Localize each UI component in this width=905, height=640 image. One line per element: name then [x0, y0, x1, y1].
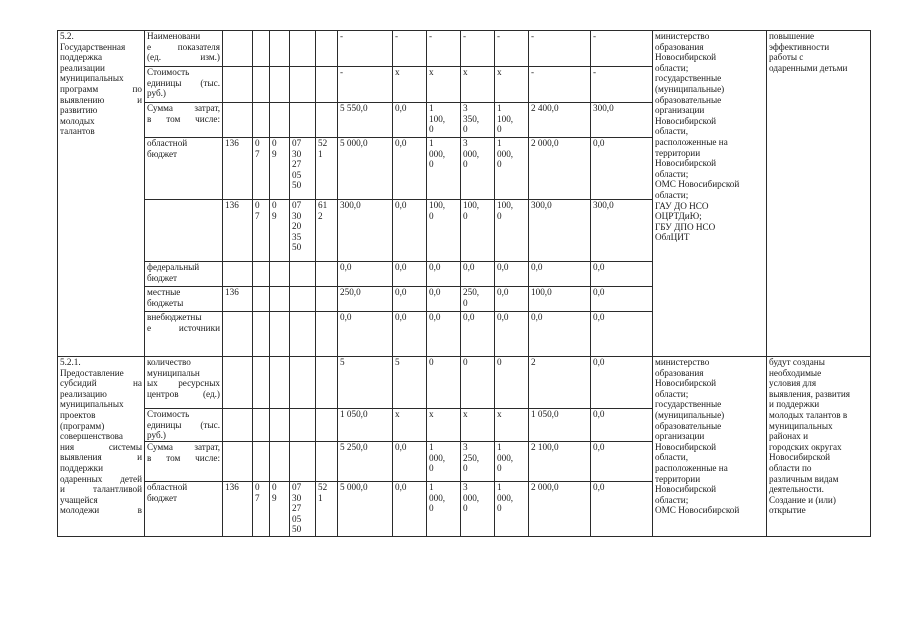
value-cell-y2016: - — [427, 31, 461, 67]
value-cell-grbs: 136 — [223, 482, 253, 537]
indicator-label-cell: Стоимость единицы (тыс. руб.) — [145, 409, 223, 442]
value-cell-y2020: 0,0 — [591, 262, 653, 287]
value-cell-vr: 52 1 — [316, 138, 338, 200]
value-cell-pr: 0 9 — [270, 200, 290, 262]
value-cell-vr — [316, 409, 338, 442]
value-cell-rz: 0 7 — [253, 200, 270, 262]
value-cell-vr — [316, 31, 338, 67]
value-cell-grbs — [223, 67, 253, 103]
value-cell-total: 5 550,0 — [338, 103, 393, 138]
value-cell-pr — [270, 409, 290, 442]
value-cell-y2015: 0,0 — [393, 312, 427, 357]
value-cell-y2020: 0,0 — [591, 442, 653, 482]
value-cell-csr: 07 30 27 05 50 — [290, 138, 316, 200]
value-cell-y2016: 1 000, 0 — [427, 442, 461, 482]
value-cell-y2016: 0,0 — [427, 262, 461, 287]
value-cell-total: 5 000,0 — [338, 138, 393, 200]
value-cell-total: - — [338, 67, 393, 103]
expected-result-cell: будут созданы необходимые условия для выявления, развития и поддержки молодых талантов в муниципальных районах и городских округах Новосибирской области по различным видам деятельности. Создание и (или) открытие — [767, 357, 871, 537]
value-cell-csr — [290, 31, 316, 67]
value-cell-y2015: 5 — [393, 357, 427, 409]
indicator-label-cell: количество муниципальн ых ресурсных центров (ед.) — [145, 357, 223, 409]
value-cell-rz — [253, 103, 270, 138]
value-cell-y2016: х — [427, 409, 461, 442]
value-cell-grbs — [223, 357, 253, 409]
value-cell-vr: 52 1 — [316, 482, 338, 537]
value-cell-y2019: - — [529, 67, 591, 103]
value-cell-y2018: 0 — [495, 357, 529, 409]
value-cell-total: 0,0 — [338, 262, 393, 287]
value-cell-y2020: 300,0 — [591, 103, 653, 138]
value-cell-y2017: 0,0 — [461, 262, 495, 287]
value-cell-grbs: 136 — [223, 200, 253, 262]
value-cell-pr — [270, 31, 290, 67]
value-cell-csr — [290, 312, 316, 357]
value-cell-y2018: 1 100, 0 — [495, 103, 529, 138]
value-cell-csr — [290, 442, 316, 482]
value-cell-y2015: 0,0 — [393, 442, 427, 482]
value-cell-y2019: 100,0 — [529, 287, 591, 312]
value-cell-grbs — [223, 442, 253, 482]
indicator-label-cell: федеральный бюджет — [145, 262, 223, 287]
value-cell-total: 300,0 — [338, 200, 393, 262]
value-cell-y2019: 300,0 — [529, 200, 591, 262]
value-cell-y2015: 0,0 — [393, 138, 427, 200]
table-row — [58, 31, 871, 67]
value-cell-y2018: х — [495, 409, 529, 442]
value-cell-y2017: 100, 0 — [461, 200, 495, 262]
value-cell-csr — [290, 357, 316, 409]
value-cell-y2015: 0,0 — [393, 262, 427, 287]
value-cell-vr — [316, 287, 338, 312]
value-cell-y2019: 1 050,0 — [529, 409, 591, 442]
value-cell-vr — [316, 103, 338, 138]
value-cell-y2020: 300,0 — [591, 200, 653, 262]
value-cell-y2018: - — [495, 31, 529, 67]
value-cell-csr — [290, 287, 316, 312]
value-cell-y2020: 0,0 — [591, 482, 653, 537]
indicator-label-cell: областной бюджет — [145, 482, 223, 537]
value-cell-rz — [253, 409, 270, 442]
value-cell-y2019: 2 — [529, 357, 591, 409]
value-cell-rz — [253, 67, 270, 103]
value-cell-y2020: 0,0 — [591, 357, 653, 409]
value-cell-y2016: х — [427, 67, 461, 103]
value-cell-y2018: 1 000, 0 — [495, 138, 529, 200]
value-cell-pr — [270, 67, 290, 103]
value-cell-y2018: х — [495, 67, 529, 103]
indicator-label-cell — [145, 200, 223, 262]
value-cell-y2015: 0,0 — [393, 200, 427, 262]
event-name-cell: 5.2. Государственная поддержка реализации муниципальных программ по выявлению и развитию молодых талантов — [58, 31, 145, 357]
value-cell-csr — [290, 103, 316, 138]
value-cell-y2020: - — [591, 67, 653, 103]
value-cell-csr: 07 30 27 05 50 — [290, 482, 316, 537]
value-cell-total: 1 050,0 — [338, 409, 393, 442]
table-row — [58, 357, 871, 409]
value-cell-grbs: 136 — [223, 287, 253, 312]
event-name-cell: 5.2.1. Предоставление субсидий на реализацию муниципальных проектов (программ) совершенствова ния системы выявления и поддержки одаренных детей и талантливой учащейся молодежи в — [58, 357, 145, 537]
value-cell-y2020: 0,0 — [591, 312, 653, 357]
expected-result-cell: повышение эффективности работы с одаренными детьми — [767, 31, 871, 357]
indicator-label-cell: Сумма затрат, в том числе: — [145, 442, 223, 482]
value-cell-vr — [316, 67, 338, 103]
value-cell-y2019: 0,0 — [529, 262, 591, 287]
value-cell-total: 5 000,0 — [338, 482, 393, 537]
value-cell-y2020: 0,0 — [591, 138, 653, 200]
value-cell-y2017: 3 350, 0 — [461, 103, 495, 138]
value-cell-y2016: 1 100, 0 — [427, 103, 461, 138]
value-cell-vr — [316, 262, 338, 287]
value-cell-grbs: 136 — [223, 138, 253, 200]
value-cell-y2017: 0,0 — [461, 312, 495, 357]
value-cell-y2016: 0,0 — [427, 287, 461, 312]
value-cell-y2020: 0,0 — [591, 287, 653, 312]
value-cell-y2018: 1 000, 0 — [495, 442, 529, 482]
value-cell-total: 250,0 — [338, 287, 393, 312]
value-cell-rz — [253, 357, 270, 409]
value-cell-y2019: - — [529, 31, 591, 67]
value-cell-rz: 0 7 — [253, 482, 270, 537]
value-cell-csr — [290, 409, 316, 442]
value-cell-y2019: 2 000,0 — [529, 138, 591, 200]
value-cell-y2019: 0,0 — [529, 312, 591, 357]
value-cell-y2020: 0,0 — [591, 409, 653, 442]
value-cell-pr: 0 9 — [270, 138, 290, 200]
value-cell-y2016: 0 — [427, 357, 461, 409]
value-cell-y2020: - — [591, 31, 653, 67]
indicator-label-cell: внебюджетны е источники — [145, 312, 223, 357]
value-cell-grbs — [223, 409, 253, 442]
value-cell-vr — [316, 357, 338, 409]
value-cell-y2019: 2 400,0 — [529, 103, 591, 138]
value-cell-y2017: 3 000, 0 — [461, 138, 495, 200]
value-cell-y2017: 3 250, 0 — [461, 442, 495, 482]
value-cell-pr — [270, 357, 290, 409]
value-cell-y2015: 0,0 — [393, 482, 427, 537]
budget-table — [57, 30, 871, 537]
value-cell-pr — [270, 262, 290, 287]
value-cell-y2019: 2 100,0 — [529, 442, 591, 482]
value-cell-vr: 61 2 — [316, 200, 338, 262]
value-cell-rz — [253, 312, 270, 357]
value-cell-total: 5 — [338, 357, 393, 409]
value-cell-vr — [316, 312, 338, 357]
value-cell-total: - — [338, 31, 393, 67]
value-cell-csr — [290, 67, 316, 103]
value-cell-y2017: х — [461, 67, 495, 103]
value-cell-y2018: 0,0 — [495, 262, 529, 287]
indicator-label-cell: Наименовани е показателя (ед. изм.) — [145, 31, 223, 67]
value-cell-y2016: 0,0 — [427, 312, 461, 357]
value-cell-rz — [253, 442, 270, 482]
value-cell-y2017: 3 000, 0 — [461, 482, 495, 537]
value-cell-pr — [270, 312, 290, 357]
document-page — [57, 30, 871, 537]
value-cell-csr — [290, 262, 316, 287]
value-cell-y2016: 1 000, 0 — [427, 138, 461, 200]
indicator-label-cell: местные бюджеты — [145, 287, 223, 312]
value-cell-y2017: 0 — [461, 357, 495, 409]
value-cell-pr — [270, 287, 290, 312]
value-cell-rz: 0 7 — [253, 138, 270, 200]
value-cell-rz — [253, 262, 270, 287]
value-cell-y2015: - — [393, 31, 427, 67]
value-cell-csr: 07 30 20 35 50 — [290, 200, 316, 262]
value-cell-y2015: х — [393, 67, 427, 103]
value-cell-y2016: 1 000, 0 — [427, 482, 461, 537]
value-cell-y2018: 0,0 — [495, 287, 529, 312]
value-cell-total: 5 250,0 — [338, 442, 393, 482]
value-cell-y2018: 100, 0 — [495, 200, 529, 262]
value-cell-y2017: 250, 0 — [461, 287, 495, 312]
value-cell-y2018: 1 000, 0 — [495, 482, 529, 537]
value-cell-y2015: 0,0 — [393, 287, 427, 312]
value-cell-y2015: 0,0 — [393, 103, 427, 138]
value-cell-vr — [316, 442, 338, 482]
value-cell-y2018: 0,0 — [495, 312, 529, 357]
value-cell-grbs — [223, 312, 253, 357]
value-cell-pr — [270, 103, 290, 138]
value-cell-grbs — [223, 31, 253, 67]
value-cell-y2015: х — [393, 409, 427, 442]
value-cell-pr — [270, 442, 290, 482]
value-cell-pr: 0 9 — [270, 482, 290, 537]
value-cell-y2016: 100, 0 — [427, 200, 461, 262]
value-cell-y2019: 2 000,0 — [529, 482, 591, 537]
indicator-label-cell: Стоимость единицы (тыс. руб.) — [145, 67, 223, 103]
indicator-label-cell: областной бюджет — [145, 138, 223, 200]
executor-cell: министерство образования Новосибирской области; государственные (муниципальные) образовательные организации Новосибирской области, расположенные на территории Новосибирской области; ОМС Новосибирской — [653, 357, 767, 537]
value-cell-total: 0,0 — [338, 312, 393, 357]
executor-cell: министерство образования Новосибирской области; государственные (муниципальные) образовательные организации Новосибирской области, расположенные на территории Новосибирской области; ОМС Новосибирской области; ГАУ ДО НСО ОЦРТДиЮ; ГБУ ДПО НСО ОблЦИТ — [653, 31, 767, 357]
value-cell-y2017: - — [461, 31, 495, 67]
value-cell-rz — [253, 31, 270, 67]
value-cell-grbs — [223, 262, 253, 287]
value-cell-y2017: х — [461, 409, 495, 442]
value-cell-grbs — [223, 103, 253, 138]
value-cell-rz — [253, 287, 270, 312]
indicator-label-cell: Сумма затрат, в том числе: — [145, 103, 223, 138]
